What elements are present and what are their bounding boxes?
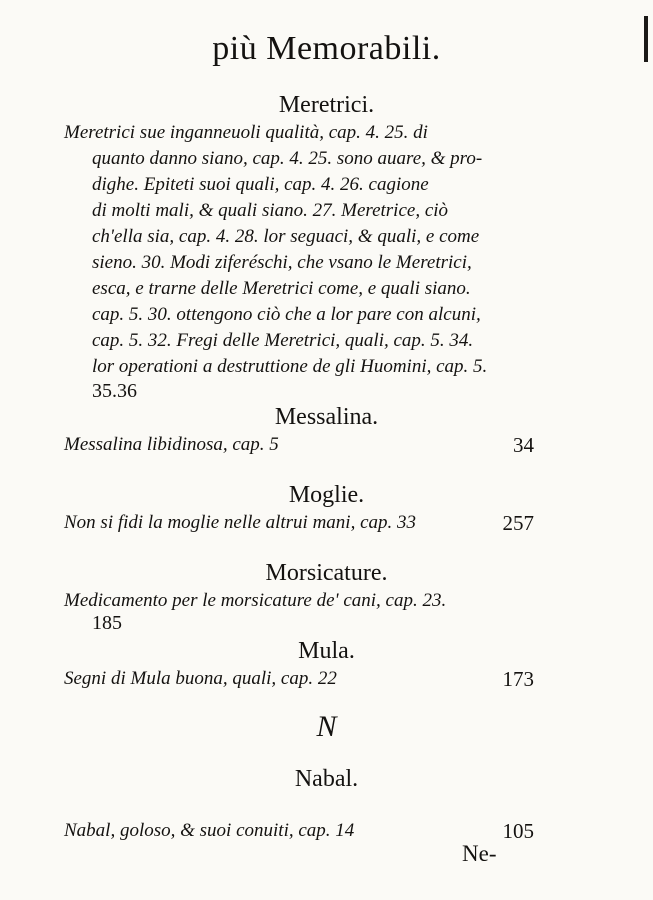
entry-messalina (64, 432, 534, 458)
entry-line: esca, e trarne delle Meretrici come, e quali siano. (92, 278, 471, 299)
page-ref: 173 (502, 667, 534, 691)
entry-line: cap. 5. 30. ottengono ciò che a lor pare con alcuni, (92, 304, 481, 325)
entry-mula (64, 666, 534, 692)
heading-messalina: Messalina. (274, 404, 379, 430)
continuation-meretrici: 35.36 (92, 380, 137, 402)
page-ref: 257 (502, 511, 534, 535)
entry-line: cap. 5. 32. Fregi delle Meretrici, quali, cap. 5. 34. (92, 330, 474, 351)
page-ref: 34 (513, 433, 534, 457)
entry-line: ch'ella sia, cap. 4. 28. lor seguaci, & quali, e come (92, 226, 480, 247)
heading-mula: Mula. (298, 638, 355, 664)
entry-line: Meretrici sue inganneuoli qualità, cap. 4. 25. di (64, 122, 428, 143)
heading-nabal: Nabal. (294, 766, 359, 792)
continuation-morsicature: 185 (92, 612, 122, 634)
page-ref: 105 (502, 819, 534, 843)
entry-text: Non si fidi la moglie nelle altrui mani, cap. 33 (64, 512, 417, 533)
heading-morsicature: Morsicature. (265, 560, 388, 586)
entry-moglie (64, 510, 534, 536)
entry-meretrici (64, 120, 534, 380)
entry-line (64, 666, 534, 692)
heading-meretrici: Meretrici. (278, 92, 375, 118)
entry-text: Segni di Mula buona, quali, cap. 22 (64, 668, 337, 689)
entry-line: quanto danno siano, cap. 4. 25. sono auare, & pro- (92, 148, 483, 169)
entry-line (64, 432, 534, 458)
letter-divider: N (316, 710, 337, 743)
entry-line: di molti mali, & quali siano. 27. Meretrice, ciò (92, 200, 449, 221)
entry-text: Messalina libidinosa, cap. 5 (64, 434, 279, 455)
page-header: più Memorabili. (212, 30, 441, 67)
entry-line: sieno. 30. Modi ziferéschi, che vsano le Meretrici, (92, 252, 472, 273)
entry-morsicature (64, 588, 534, 614)
entry-line: dighe. Epiteti suoi quali, cap. 4. 26. cagione (92, 174, 429, 195)
entry-text: Nabal, goloso, & suoi conuiti, cap. 14 (64, 820, 355, 841)
entry-line: Medicamento per le morsicature de' cani, cap. 23. (64, 590, 447, 611)
heading-moglie: Moglie. (288, 482, 365, 508)
entry-line (64, 510, 534, 536)
entry-line: lor operationi a destruttione de gli Huomini, cap. 5. (92, 356, 488, 377)
catchword: Ne- (462, 841, 497, 866)
